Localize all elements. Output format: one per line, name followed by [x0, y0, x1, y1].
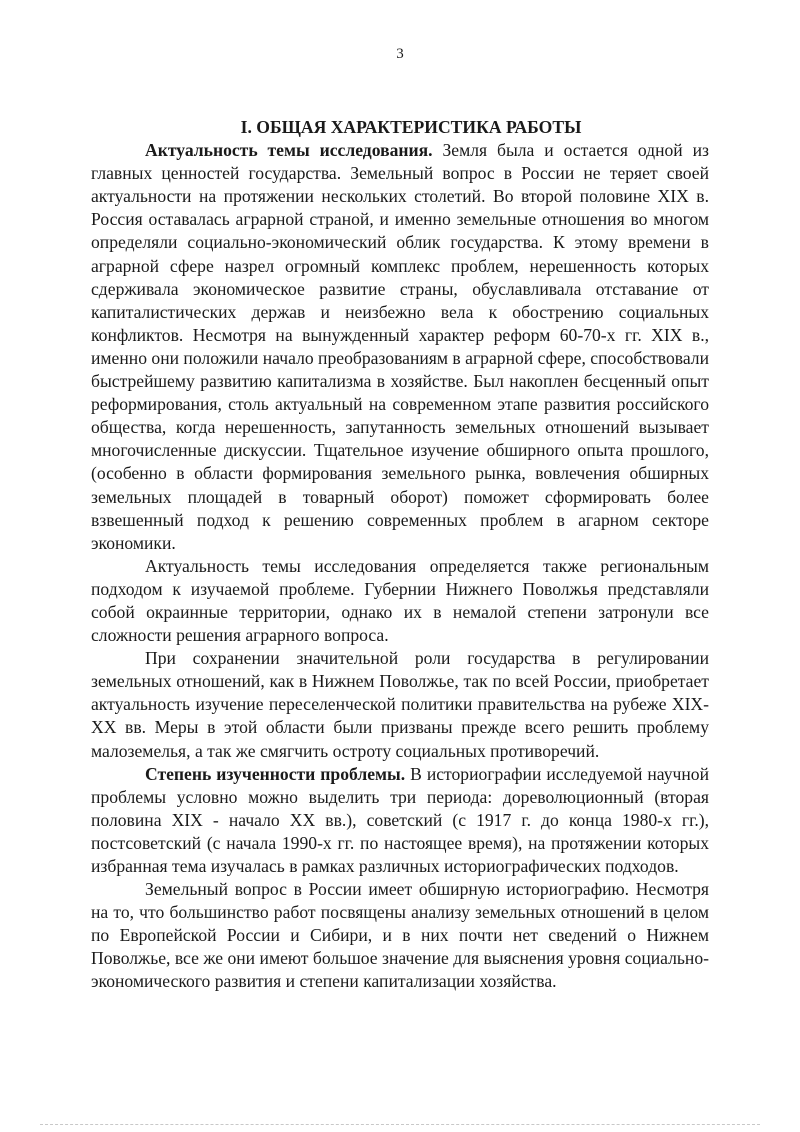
paragraph-study-degree	[91, 763, 709, 878]
paragraph-text: Актуальность темы исследования определяется также региональным подходом к изучаемой проблеме. Губернии Нижнего Поволжья представляли собой окраинные территории, однако их в немалой степени затронули все сложности решения аграрного вопроса.	[91, 555, 709, 646]
paragraph-text: При сохранении значительной роли государства в регулировании земельных отношений, как в Нижнем Поволжье, так по всей России, приобретает актуальность изучение переселенческой политики правительства на рубеже XIX-XX вв. Меры в этой области были призваны прежде всего решить проблему малоземелья, а так же смягчить остроту социальных противоречий.	[91, 648, 709, 761]
paragraph-relevance	[91, 139, 709, 555]
paragraph-historiography	[91, 878, 709, 993]
scan-edge-divider	[40, 1124, 760, 1126]
paragraph-text: В историографии исследуемой научной проблемы условно можно выделить три периода: дореволюционный (вторая половина XIX - начало XX вв.), советский (с 1917 г. до конца 1980-х гг.), постсоветский (с начала 1990-х гг. по настоящее время), на протяжении которых избранная тема изучалась в рамках различных историографических подходов.	[91, 763, 709, 876]
paragraph-lead: Актуальность темы исследования.	[145, 140, 433, 161]
page-number: 3	[396, 46, 404, 62]
paragraph-regional	[91, 555, 709, 647]
document-body	[91, 116, 709, 994]
paragraph-text: Земельный вопрос в России имеет обширную историографию. Несмотря на то, что большинство работ посвящены анализу земельных отношений в целом по Европейской России и Сибири, и в них почти нет сведений о Нижнем Поволжье, все же они имеют большое значение для выяснения уровня социально-экономического развития и степени капитализации хозяйства.	[91, 879, 709, 992]
section-heading: I. ОБЩАЯ ХАРАКТЕРИСТИКА РАБОТЫ	[240, 117, 582, 137]
paragraph-resettlement	[91, 647, 709, 762]
paragraph-lead: Степень изученности проблемы.	[145, 763, 406, 784]
paragraph-text: Земля была и остается одной из главных ценностей государства. Земельный вопрос в России не теряет своей актуальности на протяжении нескольких столетий. Во второй половине XIX в. Россия оставалась аграрной страной, и именно земельные отношения во многом определяли социально-экономический облик государства. К этому времени в аграрной сфере назрел огромный комплекс проблем, нерешенность которых сдерживала экономическое развитие страны, обуславливала отставание от капиталистических держав и неизбежно вела к обострению социальных конфликтов. Несмотря на вынужденный характер реформ 60-70-х гг. XIX в., именно они положили начало преобразованиям в аграрной сфере, способствовали быстрейшему развитию капитализма в хозяйстве. Был накоплен бесценный опыт реформирования, столь актуальный на современном этапе развития российского общества, когда нерешенность, запутанность земельных отношений вызывает многочисленные дискуссии. Тщательное изучение обширного опыта прошлого, (особенно в области формирования земельного рынка, вовлечения обширных земельных площадей в товарный оборот) поможет сформировать более взвешенный подход к решению современных проблем в агарном секторе экономики.	[91, 140, 709, 553]
